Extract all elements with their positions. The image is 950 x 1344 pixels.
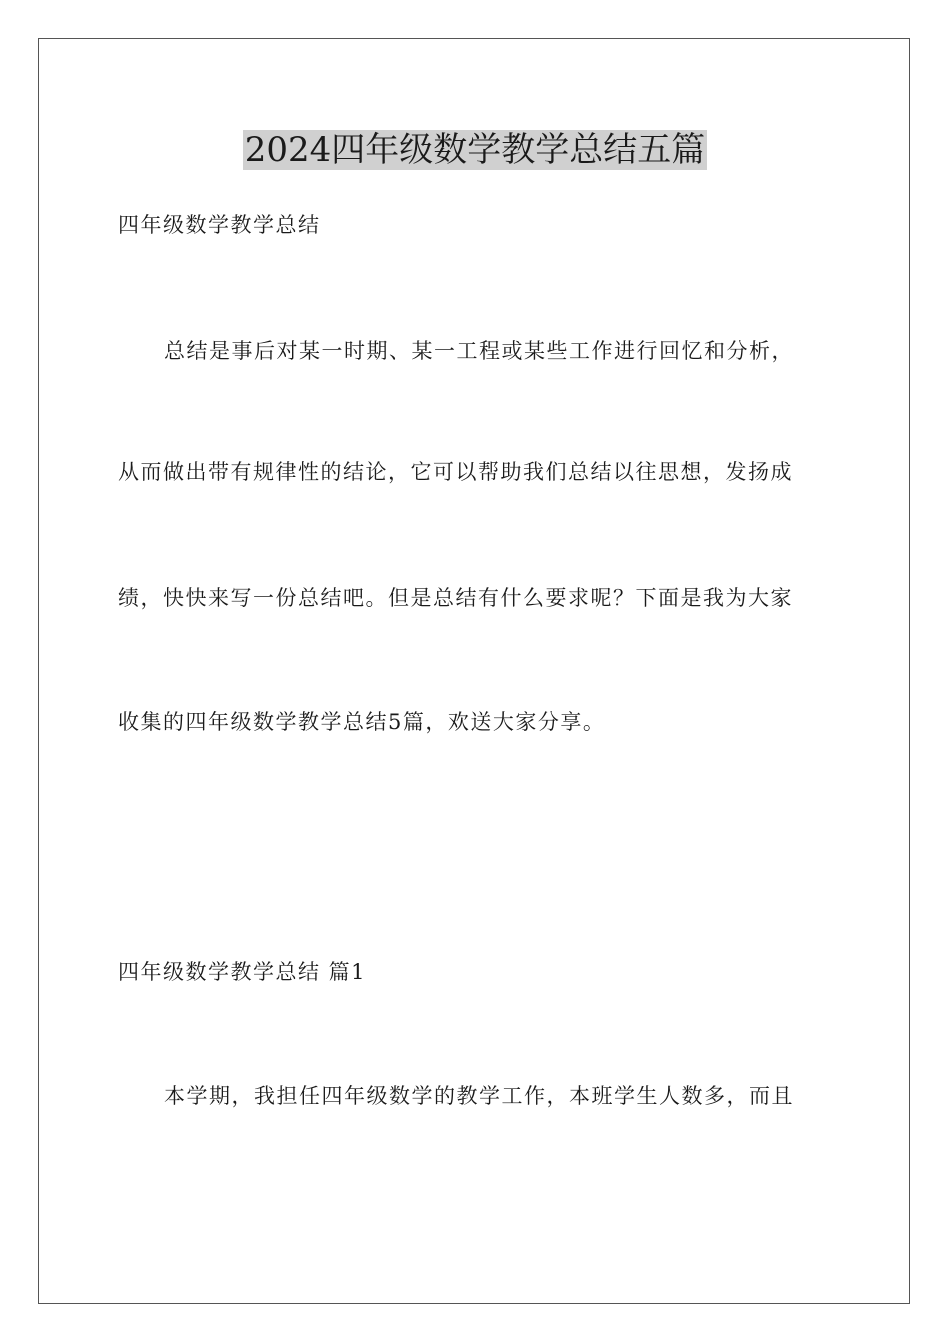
intro-line-3: 绩，快快来写一份总结吧。但是总结有什么要求呢？下面是我为大家	[118, 586, 793, 610]
title-text: 2024四年级数学教学总结五篇	[244, 130, 706, 170]
section-heading: 四年级数学教学总结 篇1	[118, 960, 367, 984]
section-line-1: 本学期，我担任四年级数学的教学工作，本班学生人数多，而且	[164, 1084, 794, 1108]
document-title	[0, 128, 950, 172]
intro-line-4: 收集的四年级数学教学总结5篇，欢送大家分享。	[118, 710, 606, 734]
intro-line-2: 从而做出带有规律性的结论，它可以帮助我们总结以往思想，发扬成	[118, 460, 793, 484]
intro-line-1: 总结是事后对某一时期、某一工程或某些工作进行回忆和分析，	[164, 339, 794, 363]
document-subtitle: 四年级数学教学总结	[118, 213, 321, 237]
